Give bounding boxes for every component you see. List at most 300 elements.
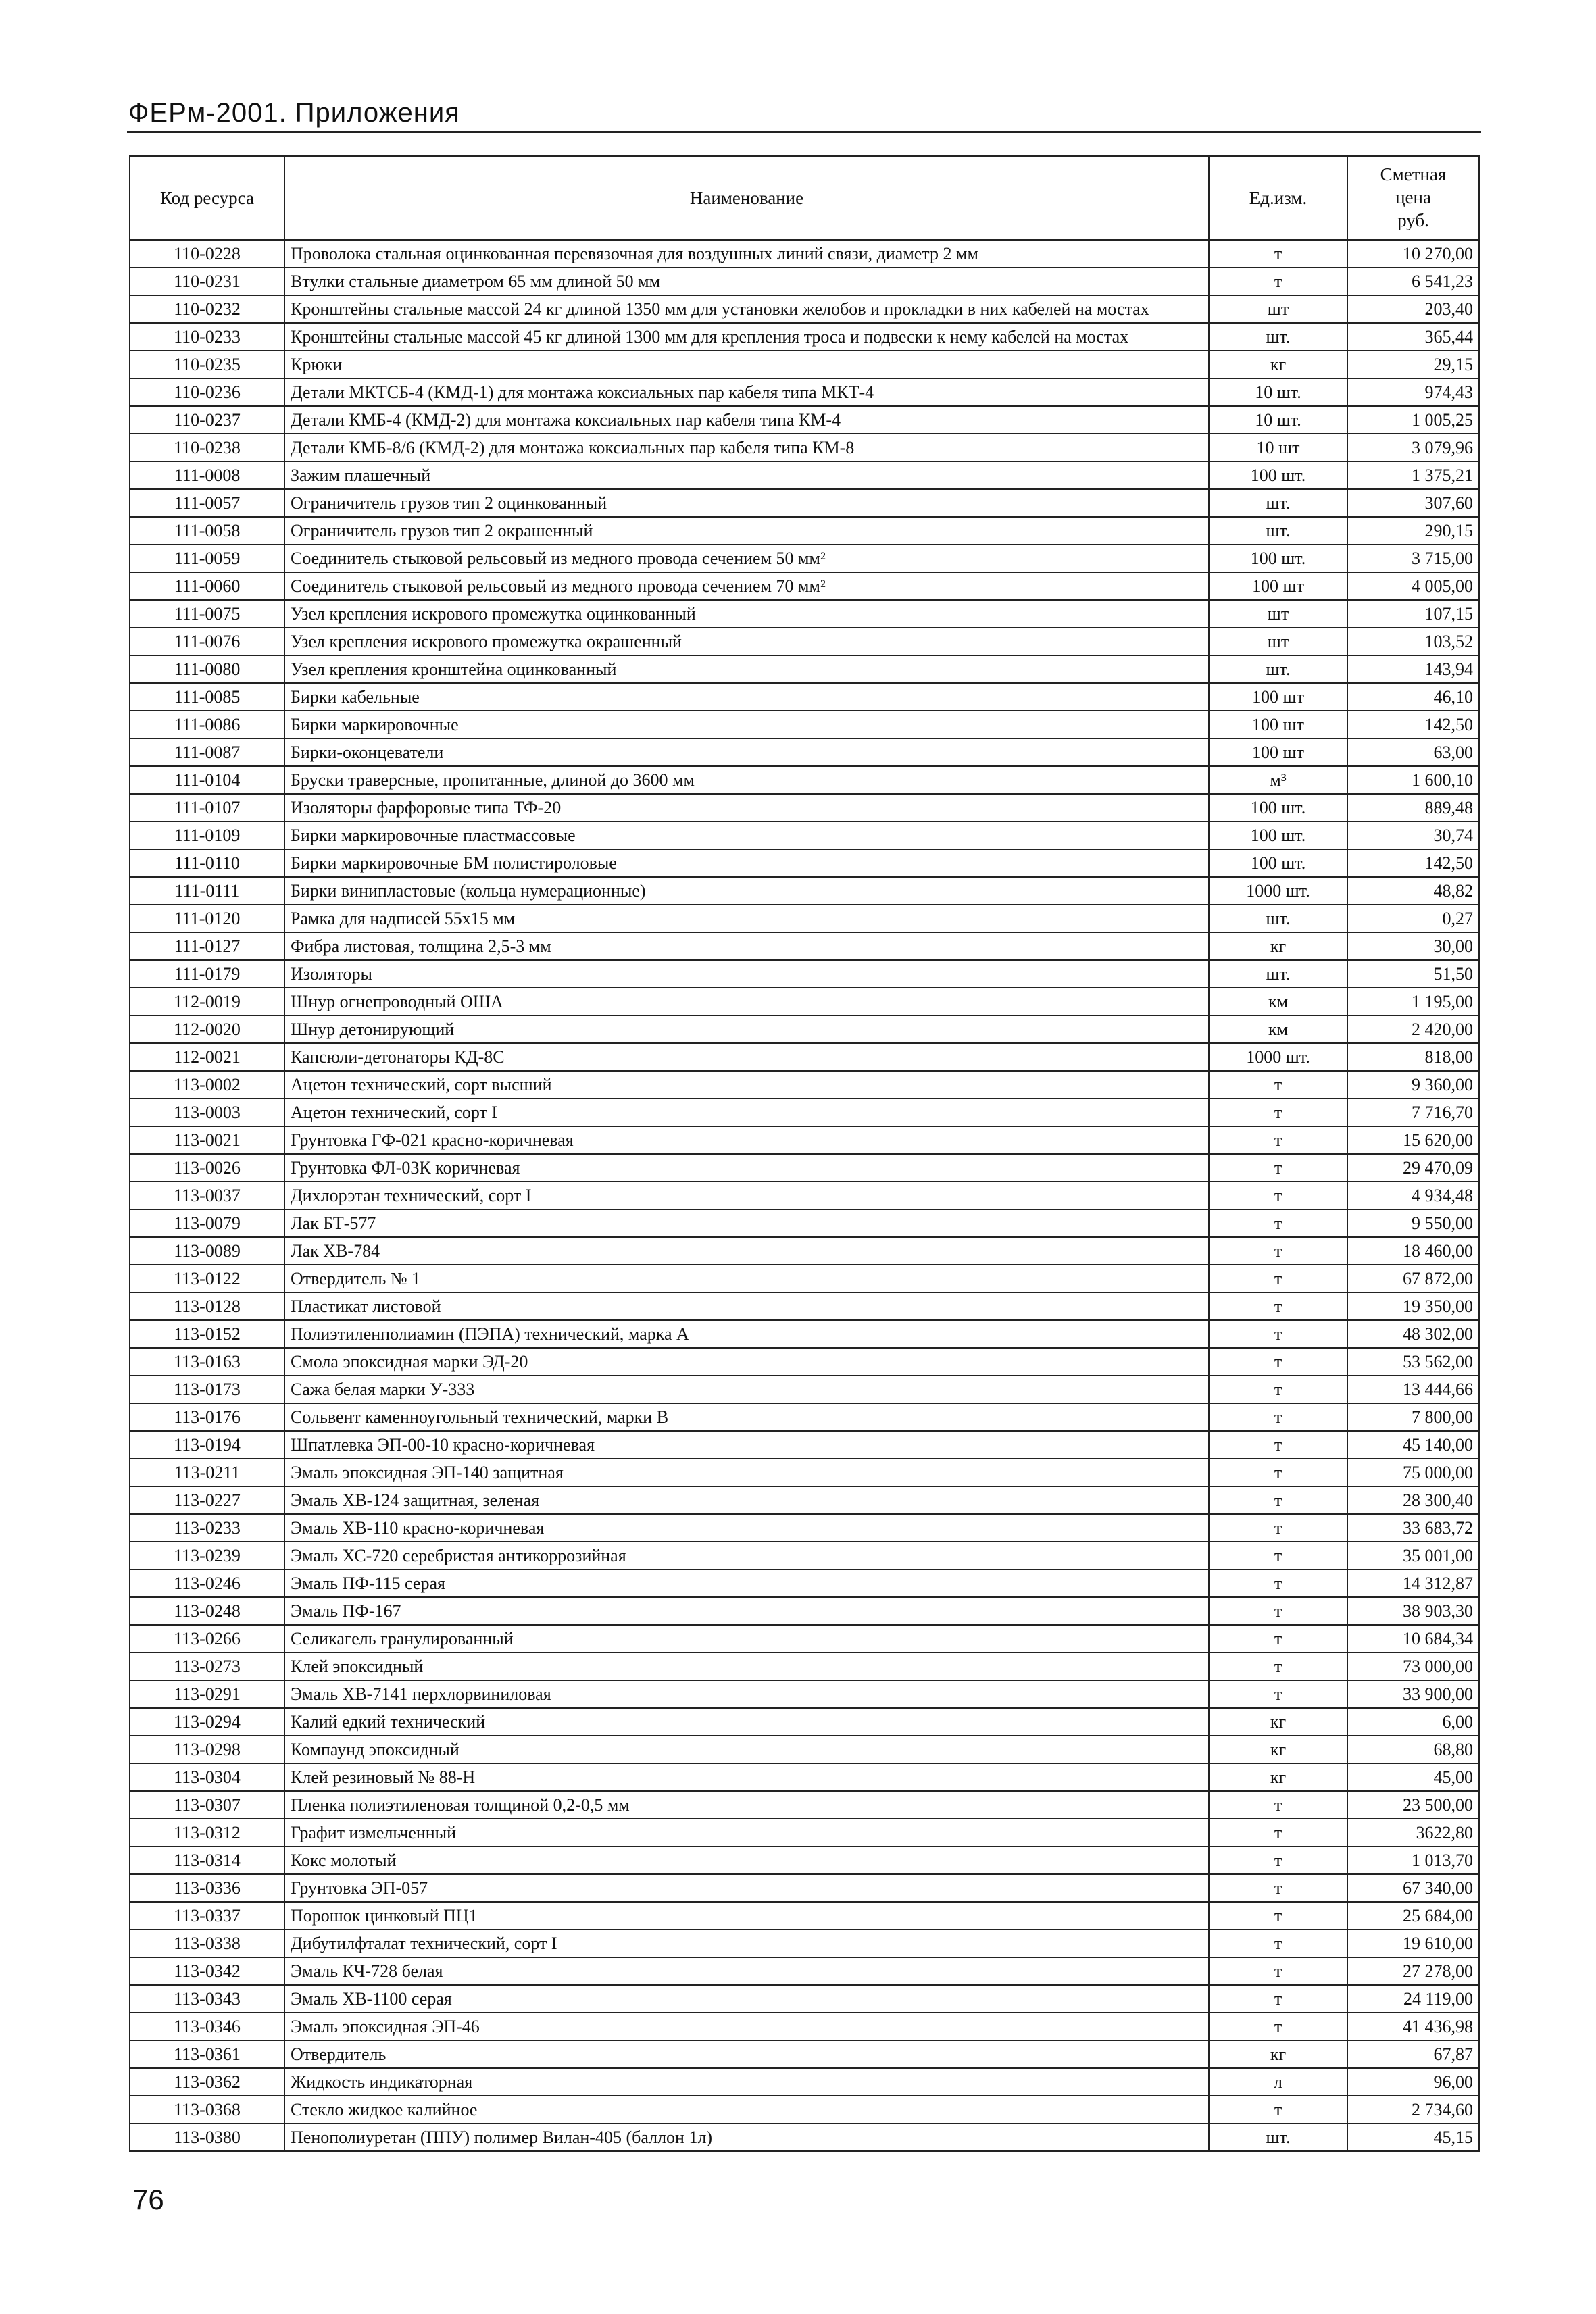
cell-price: 143,94 bbox=[1347, 655, 1479, 683]
cell-name: Пенополиуретан (ППУ) полимер Вилан-405 (баллон 1л) bbox=[284, 2123, 1209, 2151]
cell-code: 111-0120 bbox=[130, 905, 284, 932]
cell-price: 290,15 bbox=[1347, 517, 1479, 545]
table-row bbox=[130, 517, 1479, 545]
cell-name: Селикагель гранулированный bbox=[284, 1625, 1209, 1653]
cell-unit: т bbox=[1209, 1985, 1347, 2013]
cell-name: Эмаль ХС-720 серебристая антикоррозийная bbox=[284, 1542, 1209, 1569]
cell-code: 110-0232 bbox=[130, 295, 284, 323]
cell-unit: т bbox=[1209, 1597, 1347, 1625]
page-number: 76 bbox=[132, 2184, 164, 2215]
cell-code: 111-0107 bbox=[130, 794, 284, 822]
cell-price: 7 716,70 bbox=[1347, 1099, 1479, 1126]
cell-name: Компаунд эпоксидный bbox=[284, 1736, 1209, 1763]
cell-unit: т bbox=[1209, 1957, 1347, 1985]
cell-name: Бирки маркировочные пластмассовые bbox=[284, 822, 1209, 849]
cell-unit: т bbox=[1209, 1376, 1347, 1403]
table-row bbox=[130, 1653, 1479, 1680]
cell-name: Эмаль ХВ-110 красно-коричневая bbox=[284, 1514, 1209, 1542]
cell-name: Сажа белая марки У-333 bbox=[284, 1376, 1209, 1403]
cell-price: 19 610,00 bbox=[1347, 1930, 1479, 1957]
table-row bbox=[130, 766, 1479, 794]
cell-name: Узел крепления кронштейна оцинкованный bbox=[284, 655, 1209, 683]
table-row bbox=[130, 1043, 1479, 1071]
cell-price: 63,00 bbox=[1347, 738, 1479, 766]
table-row bbox=[130, 1846, 1479, 1874]
cell-code: 113-0361 bbox=[130, 2040, 284, 2068]
cell-unit: шт. bbox=[1209, 905, 1347, 932]
table-row bbox=[130, 240, 1479, 268]
cell-price: 818,00 bbox=[1347, 1043, 1479, 1071]
cell-unit: т bbox=[1209, 1930, 1347, 1957]
cell-price: 10 684,34 bbox=[1347, 1625, 1479, 1653]
cell-unit: т bbox=[1209, 1902, 1347, 1930]
cell-price: 96,00 bbox=[1347, 2068, 1479, 2096]
cell-name: Втулки стальные диаметром 65 мм длиной 50 мм bbox=[284, 268, 1209, 295]
table-row bbox=[130, 738, 1479, 766]
page-header bbox=[127, 91, 1481, 133]
cell-unit: т bbox=[1209, 1320, 1347, 1348]
table-row bbox=[130, 2123, 1479, 2151]
cell-price: 0,27 bbox=[1347, 905, 1479, 932]
cell-code: 113-0173 bbox=[130, 1376, 284, 1403]
cell-name: Шнур детонирующий bbox=[284, 1015, 1209, 1043]
cell-code: 113-0368 bbox=[130, 2096, 284, 2123]
cell-code: 111-0104 bbox=[130, 766, 284, 794]
cell-unit: т bbox=[1209, 1154, 1347, 1182]
cell-code: 113-0312 bbox=[130, 1819, 284, 1846]
cell-price: 18 460,00 bbox=[1347, 1237, 1479, 1265]
table-row bbox=[130, 849, 1479, 877]
table-row bbox=[130, 905, 1479, 932]
table-row bbox=[130, 2013, 1479, 2040]
cell-name: Отвердитель № 1 bbox=[284, 1265, 1209, 1292]
cell-code: 113-0298 bbox=[130, 1736, 284, 1763]
cell-name: Пластикат листовой bbox=[284, 1292, 1209, 1320]
cell-unit: т bbox=[1209, 1680, 1347, 1708]
cell-price: 103,52 bbox=[1347, 628, 1479, 655]
cell-unit: т bbox=[1209, 1099, 1347, 1126]
cell-unit: т bbox=[1209, 1514, 1347, 1542]
cell-code: 110-0228 bbox=[130, 240, 284, 268]
cell-name: Графит измельченный bbox=[284, 1819, 1209, 1846]
cell-price: 29 470,09 bbox=[1347, 1154, 1479, 1182]
cell-name: Узел крепления искрового промежутка окрашенный bbox=[284, 628, 1209, 655]
table-row bbox=[130, 268, 1479, 295]
cell-price: 45 140,00 bbox=[1347, 1431, 1479, 1459]
cell-unit: т bbox=[1209, 1569, 1347, 1597]
cell-price: 67,87 bbox=[1347, 2040, 1479, 2068]
cell-code: 110-0235 bbox=[130, 351, 284, 378]
column-header-name: Наименование bbox=[284, 156, 1209, 240]
table-row bbox=[130, 822, 1479, 849]
table-row bbox=[130, 1265, 1479, 1292]
table-row bbox=[130, 434, 1479, 461]
cell-name: Жидкость индикаторная bbox=[284, 2068, 1209, 2096]
cell-name: Проволока стальная оцинкованная перевязочная для воздушных линий связи, диаметр 2 мм bbox=[284, 240, 1209, 268]
cell-code: 113-0026 bbox=[130, 1154, 284, 1182]
cell-unit: 10 шт bbox=[1209, 434, 1347, 461]
cell-code: 111-0109 bbox=[130, 822, 284, 849]
cell-code: 113-0239 bbox=[130, 1542, 284, 1569]
cell-code: 112-0021 bbox=[130, 1043, 284, 1071]
table-row bbox=[130, 1292, 1479, 1320]
table-row bbox=[130, 1486, 1479, 1514]
cell-price: 15 620,00 bbox=[1347, 1126, 1479, 1154]
cell-code: 113-0380 bbox=[130, 2123, 284, 2151]
cell-unit: т bbox=[1209, 2013, 1347, 2040]
cell-code: 113-0362 bbox=[130, 2068, 284, 2096]
cell-unit: шт. bbox=[1209, 489, 1347, 517]
cell-price: 1 005,25 bbox=[1347, 406, 1479, 434]
cell-unit: 1000 шт. bbox=[1209, 1043, 1347, 1071]
table-row bbox=[130, 295, 1479, 323]
cell-price: 142,50 bbox=[1347, 849, 1479, 877]
cell-unit: 100 шт bbox=[1209, 738, 1347, 766]
cell-code: 113-0346 bbox=[130, 2013, 284, 2040]
cell-unit: кг bbox=[1209, 932, 1347, 960]
cell-unit: т bbox=[1209, 1237, 1347, 1265]
cell-name: Изоляторы фарфоровые типа ТФ-20 bbox=[284, 794, 1209, 822]
cell-price: 51,50 bbox=[1347, 960, 1479, 988]
cell-code: 111-0059 bbox=[130, 545, 284, 572]
cell-price: 2 734,60 bbox=[1347, 2096, 1479, 2123]
cell-price: 9 550,00 bbox=[1347, 1209, 1479, 1237]
cell-code: 113-0003 bbox=[130, 1099, 284, 1126]
cell-unit: км bbox=[1209, 1015, 1347, 1043]
cell-price: 203,40 bbox=[1347, 295, 1479, 323]
cell-unit: кг bbox=[1209, 1736, 1347, 1763]
cell-name: Бирки кабельные bbox=[284, 683, 1209, 711]
cell-code: 113-0336 bbox=[130, 1874, 284, 1902]
cell-unit: л bbox=[1209, 2068, 1347, 2096]
cell-price: 24 119,00 bbox=[1347, 1985, 1479, 2013]
table-row bbox=[130, 1015, 1479, 1043]
column-header-price-line1: Сметная bbox=[1380, 164, 1447, 185]
cell-name: Лак ХВ-784 bbox=[284, 1237, 1209, 1265]
cell-price: 1 013,70 bbox=[1347, 1846, 1479, 1874]
table-row bbox=[130, 1819, 1479, 1846]
table-row bbox=[130, 600, 1479, 628]
cell-code: 111-0086 bbox=[130, 711, 284, 738]
cell-price: 6,00 bbox=[1347, 1708, 1479, 1736]
table-row bbox=[130, 378, 1479, 406]
column-header-code: Код ресурса bbox=[130, 156, 284, 240]
cell-name: Калий едкий технический bbox=[284, 1708, 1209, 1736]
cell-code: 111-0058 bbox=[130, 517, 284, 545]
cell-code: 110-0237 bbox=[130, 406, 284, 434]
table-row bbox=[130, 1459, 1479, 1486]
table-row bbox=[130, 711, 1479, 738]
cell-name: Эмаль ХВ-7141 перхлорвиниловая bbox=[284, 1680, 1209, 1708]
cell-unit: шт bbox=[1209, 600, 1347, 628]
cell-code: 113-0314 bbox=[130, 1846, 284, 1874]
cell-name: Бруски траверсные, пропитанные, длиной до 3600 мм bbox=[284, 766, 1209, 794]
cell-name: Полиэтиленполиамин (ПЭПА) технический, марка А bbox=[284, 1320, 1209, 1348]
cell-price: 33 900,00 bbox=[1347, 1680, 1479, 1708]
cell-name: Бирки винипластовые (кольца нумерационные) bbox=[284, 877, 1209, 905]
cell-code: 113-0002 bbox=[130, 1071, 284, 1099]
cell-unit: т bbox=[1209, 1071, 1347, 1099]
cell-code: 111-0110 bbox=[130, 849, 284, 877]
column-header-price-line2: цена bbox=[1395, 187, 1431, 208]
cell-price: 1 600,10 bbox=[1347, 766, 1479, 794]
page-header-title: ФЕРм-2001. Приложения bbox=[128, 98, 460, 128]
cell-unit: т bbox=[1209, 1791, 1347, 1819]
cell-name: Рамка для надписей 55х15 мм bbox=[284, 905, 1209, 932]
cell-price: 30,00 bbox=[1347, 932, 1479, 960]
cell-code: 111-0085 bbox=[130, 683, 284, 711]
table-row bbox=[130, 1209, 1479, 1237]
cell-price: 28 300,40 bbox=[1347, 1486, 1479, 1514]
table-row bbox=[130, 1542, 1479, 1569]
cell-name: Кронштейны стальные массой 24 кг длиной 1350 мм для установки желобов и прокладки в них кабелей на мостах bbox=[284, 295, 1209, 323]
cell-code: 113-0338 bbox=[130, 1930, 284, 1957]
cell-name: Эмаль эпоксидная ЭП-140 защитная bbox=[284, 1459, 1209, 1486]
cell-price: 142,50 bbox=[1347, 711, 1479, 738]
cell-code: 113-0176 bbox=[130, 1403, 284, 1431]
cell-price: 3 715,00 bbox=[1347, 545, 1479, 572]
table-row bbox=[130, 1736, 1479, 1763]
cell-code: 113-0152 bbox=[130, 1320, 284, 1348]
cell-code: 113-0337 bbox=[130, 1902, 284, 1930]
cell-unit: т bbox=[1209, 1542, 1347, 1569]
cell-unit: шт. bbox=[1209, 655, 1347, 683]
table-header-row bbox=[130, 156, 1479, 240]
cell-price: 35 001,00 bbox=[1347, 1542, 1479, 1569]
column-header-price-line3: руб. bbox=[1397, 209, 1429, 230]
cell-name: Бирки-оконцеватели bbox=[284, 738, 1209, 766]
table-row bbox=[130, 1431, 1479, 1459]
cell-unit: кг bbox=[1209, 1763, 1347, 1791]
cell-price: 45,15 bbox=[1347, 2123, 1479, 2151]
cell-unit: 100 шт. bbox=[1209, 822, 1347, 849]
cell-unit: 100 шт. bbox=[1209, 461, 1347, 489]
cell-unit: шт. bbox=[1209, 323, 1347, 351]
cell-unit: т bbox=[1209, 1653, 1347, 1680]
cell-unit: т bbox=[1209, 1126, 1347, 1154]
cell-name: Порошок цинковый ПЦ1 bbox=[284, 1902, 1209, 1930]
cell-price: 3622,80 bbox=[1347, 1819, 1479, 1846]
table-row bbox=[130, 2068, 1479, 2096]
cell-name: Эмаль ХВ-124 защитная, зеленая bbox=[284, 1486, 1209, 1514]
cell-unit: шт bbox=[1209, 628, 1347, 655]
table-row bbox=[130, 1985, 1479, 2013]
cell-name: Дибутилфталат технический, сорт I bbox=[284, 1930, 1209, 1957]
table-row bbox=[130, 1902, 1479, 1930]
cell-code: 111-0087 bbox=[130, 738, 284, 766]
cell-unit: 100 шт bbox=[1209, 683, 1347, 711]
cell-unit: т bbox=[1209, 1459, 1347, 1486]
cell-code: 112-0019 bbox=[130, 988, 284, 1015]
cell-price: 48 302,00 bbox=[1347, 1320, 1479, 1348]
cell-price: 13 444,66 bbox=[1347, 1376, 1479, 1403]
table-row bbox=[130, 1708, 1479, 1736]
cell-price: 889,48 bbox=[1347, 794, 1479, 822]
cell-code: 113-0122 bbox=[130, 1265, 284, 1292]
column-header-price bbox=[1347, 156, 1479, 240]
cell-code: 113-0266 bbox=[130, 1625, 284, 1653]
cell-unit: т bbox=[1209, 1182, 1347, 1209]
cell-name: Кокс молотый bbox=[284, 1846, 1209, 1874]
table-row bbox=[130, 1403, 1479, 1431]
table-row bbox=[130, 1071, 1479, 1099]
cell-price: 4 005,00 bbox=[1347, 572, 1479, 600]
table-row bbox=[130, 1680, 1479, 1708]
cell-name: Крюки bbox=[284, 351, 1209, 378]
cell-price: 48,82 bbox=[1347, 877, 1479, 905]
cell-price: 3 079,96 bbox=[1347, 434, 1479, 461]
cell-code: 110-0233 bbox=[130, 323, 284, 351]
cell-price: 6 541,23 bbox=[1347, 268, 1479, 295]
cell-unit: кг bbox=[1209, 1708, 1347, 1736]
cell-code: 113-0194 bbox=[130, 1431, 284, 1459]
cell-price: 41 436,98 bbox=[1347, 2013, 1479, 2040]
cell-name: Грунтовка ГФ-021 красно-коричневая bbox=[284, 1126, 1209, 1154]
cell-unit: 100 шт bbox=[1209, 572, 1347, 600]
table-row bbox=[130, 932, 1479, 960]
cell-unit: т bbox=[1209, 1486, 1347, 1514]
cell-unit: т bbox=[1209, 1292, 1347, 1320]
table-row bbox=[130, 628, 1479, 655]
cell-name: Смола эпоксидная марки ЭД-20 bbox=[284, 1348, 1209, 1376]
cell-code: 111-0075 bbox=[130, 600, 284, 628]
cell-name: Детали КМБ-8/6 (КМД-2) для монтажа коксиальных пар кабеля типа КМ-8 bbox=[284, 434, 1209, 461]
cell-unit: м³ bbox=[1209, 766, 1347, 794]
cell-price: 23 500,00 bbox=[1347, 1791, 1479, 1819]
cell-code: 113-0163 bbox=[130, 1348, 284, 1376]
table-row bbox=[130, 1957, 1479, 1985]
cell-name: Клей эпоксидный bbox=[284, 1653, 1209, 1680]
cell-name: Эмаль эпоксидная ЭП-46 bbox=[284, 2013, 1209, 2040]
cell-name: Пленка полиэтиленовая толщиной 0,2-0,5 мм bbox=[284, 1791, 1209, 1819]
cell-code: 111-0076 bbox=[130, 628, 284, 655]
cell-unit: кг bbox=[1209, 351, 1347, 378]
table-row bbox=[130, 1763, 1479, 1791]
cell-price: 46,10 bbox=[1347, 683, 1479, 711]
cell-code: 111-0008 bbox=[130, 461, 284, 489]
cell-unit: т bbox=[1209, 1625, 1347, 1653]
cell-price: 67 340,00 bbox=[1347, 1874, 1479, 1902]
table-row bbox=[130, 351, 1479, 378]
cell-code: 112-0020 bbox=[130, 1015, 284, 1043]
cell-unit: 10 шт. bbox=[1209, 406, 1347, 434]
cell-unit: шт. bbox=[1209, 517, 1347, 545]
cell-name: Шнур огнепроводный ОША bbox=[284, 988, 1209, 1015]
cell-price: 29,15 bbox=[1347, 351, 1479, 378]
cell-unit: т bbox=[1209, 268, 1347, 295]
cell-unit: шт. bbox=[1209, 960, 1347, 988]
cell-code: 113-0233 bbox=[130, 1514, 284, 1542]
cell-price: 30,74 bbox=[1347, 822, 1479, 849]
cell-unit: т bbox=[1209, 1348, 1347, 1376]
table-row bbox=[130, 1237, 1479, 1265]
cell-unit: шт. bbox=[1209, 2123, 1347, 2151]
cell-unit: 10 шт. bbox=[1209, 378, 1347, 406]
cell-code: 113-0307 bbox=[130, 1791, 284, 1819]
cell-code: 113-0248 bbox=[130, 1597, 284, 1625]
cell-price: 974,43 bbox=[1347, 378, 1479, 406]
cell-unit: т bbox=[1209, 1819, 1347, 1846]
table-row bbox=[130, 988, 1479, 1015]
cell-code: 113-0079 bbox=[130, 1209, 284, 1237]
cell-name: Кронштейны стальные массой 45 кг длиной 1300 мм для крепления троса и подвески к нему кабелей на мостах bbox=[284, 323, 1209, 351]
cell-unit: 100 шт. bbox=[1209, 794, 1347, 822]
cell-code: 113-0273 bbox=[130, 1653, 284, 1680]
cell-unit: т bbox=[1209, 1209, 1347, 1237]
cell-unit: 100 шт. bbox=[1209, 849, 1347, 877]
cell-code: 111-0179 bbox=[130, 960, 284, 988]
table-row bbox=[130, 655, 1479, 683]
cell-name: Стекло жидкое калийное bbox=[284, 2096, 1209, 2123]
cell-unit: т bbox=[1209, 1431, 1347, 1459]
cell-price: 2 420,00 bbox=[1347, 1015, 1479, 1043]
cell-name: Ацетон технический, сорт высший bbox=[284, 1071, 1209, 1099]
cell-code: 111-0057 bbox=[130, 489, 284, 517]
cell-price: 68,80 bbox=[1347, 1736, 1479, 1763]
cell-unit: т bbox=[1209, 2096, 1347, 2123]
cell-code: 113-0291 bbox=[130, 1680, 284, 1708]
cell-price: 1 195,00 bbox=[1347, 988, 1479, 1015]
table-row bbox=[130, 1348, 1479, 1376]
cell-price: 19 350,00 bbox=[1347, 1292, 1479, 1320]
cell-code: 113-0227 bbox=[130, 1486, 284, 1514]
table-row bbox=[130, 1514, 1479, 1542]
cell-name: Изоляторы bbox=[284, 960, 1209, 988]
cell-code: 110-0236 bbox=[130, 378, 284, 406]
cell-name: Клей резиновый № 88-Н bbox=[284, 1763, 1209, 1791]
cell-unit: т bbox=[1209, 1403, 1347, 1431]
table-row bbox=[130, 960, 1479, 988]
cell-price: 27 278,00 bbox=[1347, 1957, 1479, 1985]
cell-name: Грунтовка ФЛ-03К коричневая bbox=[284, 1154, 1209, 1182]
cell-name: Эмаль ПФ-115 серая bbox=[284, 1569, 1209, 1597]
table-row bbox=[130, 1569, 1479, 1597]
cell-unit: т bbox=[1209, 1265, 1347, 1292]
table-row bbox=[130, 1154, 1479, 1182]
table-row bbox=[130, 1791, 1479, 1819]
table-row bbox=[130, 572, 1479, 600]
cell-code: 113-0343 bbox=[130, 1985, 284, 2013]
cell-name: Зажим плашечный bbox=[284, 461, 1209, 489]
cell-name: Ограничитель грузов тип 2 оцинкованный bbox=[284, 489, 1209, 517]
cell-code: 113-0246 bbox=[130, 1569, 284, 1597]
table-row bbox=[130, 323, 1479, 351]
cell-name: Отвердитель bbox=[284, 2040, 1209, 2068]
cell-code: 113-0037 bbox=[130, 1182, 284, 1209]
cell-code: 113-0342 bbox=[130, 1957, 284, 1985]
cell-name: Детали МКТСБ-4 (КМД-1) для монтажа коксиальных пар кабеля типа МКТ-4 bbox=[284, 378, 1209, 406]
table-row bbox=[130, 2040, 1479, 2068]
table-row bbox=[130, 1874, 1479, 1902]
cell-name: Соединитель стыковой рельсовый из медного провода сечением 50 мм² bbox=[284, 545, 1209, 572]
cell-price: 4 934,48 bbox=[1347, 1182, 1479, 1209]
cell-unit: 1000 шт. bbox=[1209, 877, 1347, 905]
cell-name: Грунтовка ЭП-057 bbox=[284, 1874, 1209, 1902]
cell-unit: км bbox=[1209, 988, 1347, 1015]
cell-name: Узел крепления искрового промежутка оцинкованный bbox=[284, 600, 1209, 628]
resource-price-table bbox=[129, 155, 1480, 2152]
cell-name: Бирки маркировочные bbox=[284, 711, 1209, 738]
cell-code: 111-0060 bbox=[130, 572, 284, 600]
cell-name: Эмаль ХВ-1100 серая bbox=[284, 1985, 1209, 2013]
cell-code: 113-0021 bbox=[130, 1126, 284, 1154]
cell-name: Сольвент каменноугольный технический, марки В bbox=[284, 1403, 1209, 1431]
cell-price: 14 312,87 bbox=[1347, 1569, 1479, 1597]
cell-name: Фибра листовая, толщина 2,5-3 мм bbox=[284, 932, 1209, 960]
table-row bbox=[130, 489, 1479, 517]
cell-name: Дихлорэтан технический, сорт I bbox=[284, 1182, 1209, 1209]
cell-name: Эмаль ПФ-167 bbox=[284, 1597, 1209, 1625]
